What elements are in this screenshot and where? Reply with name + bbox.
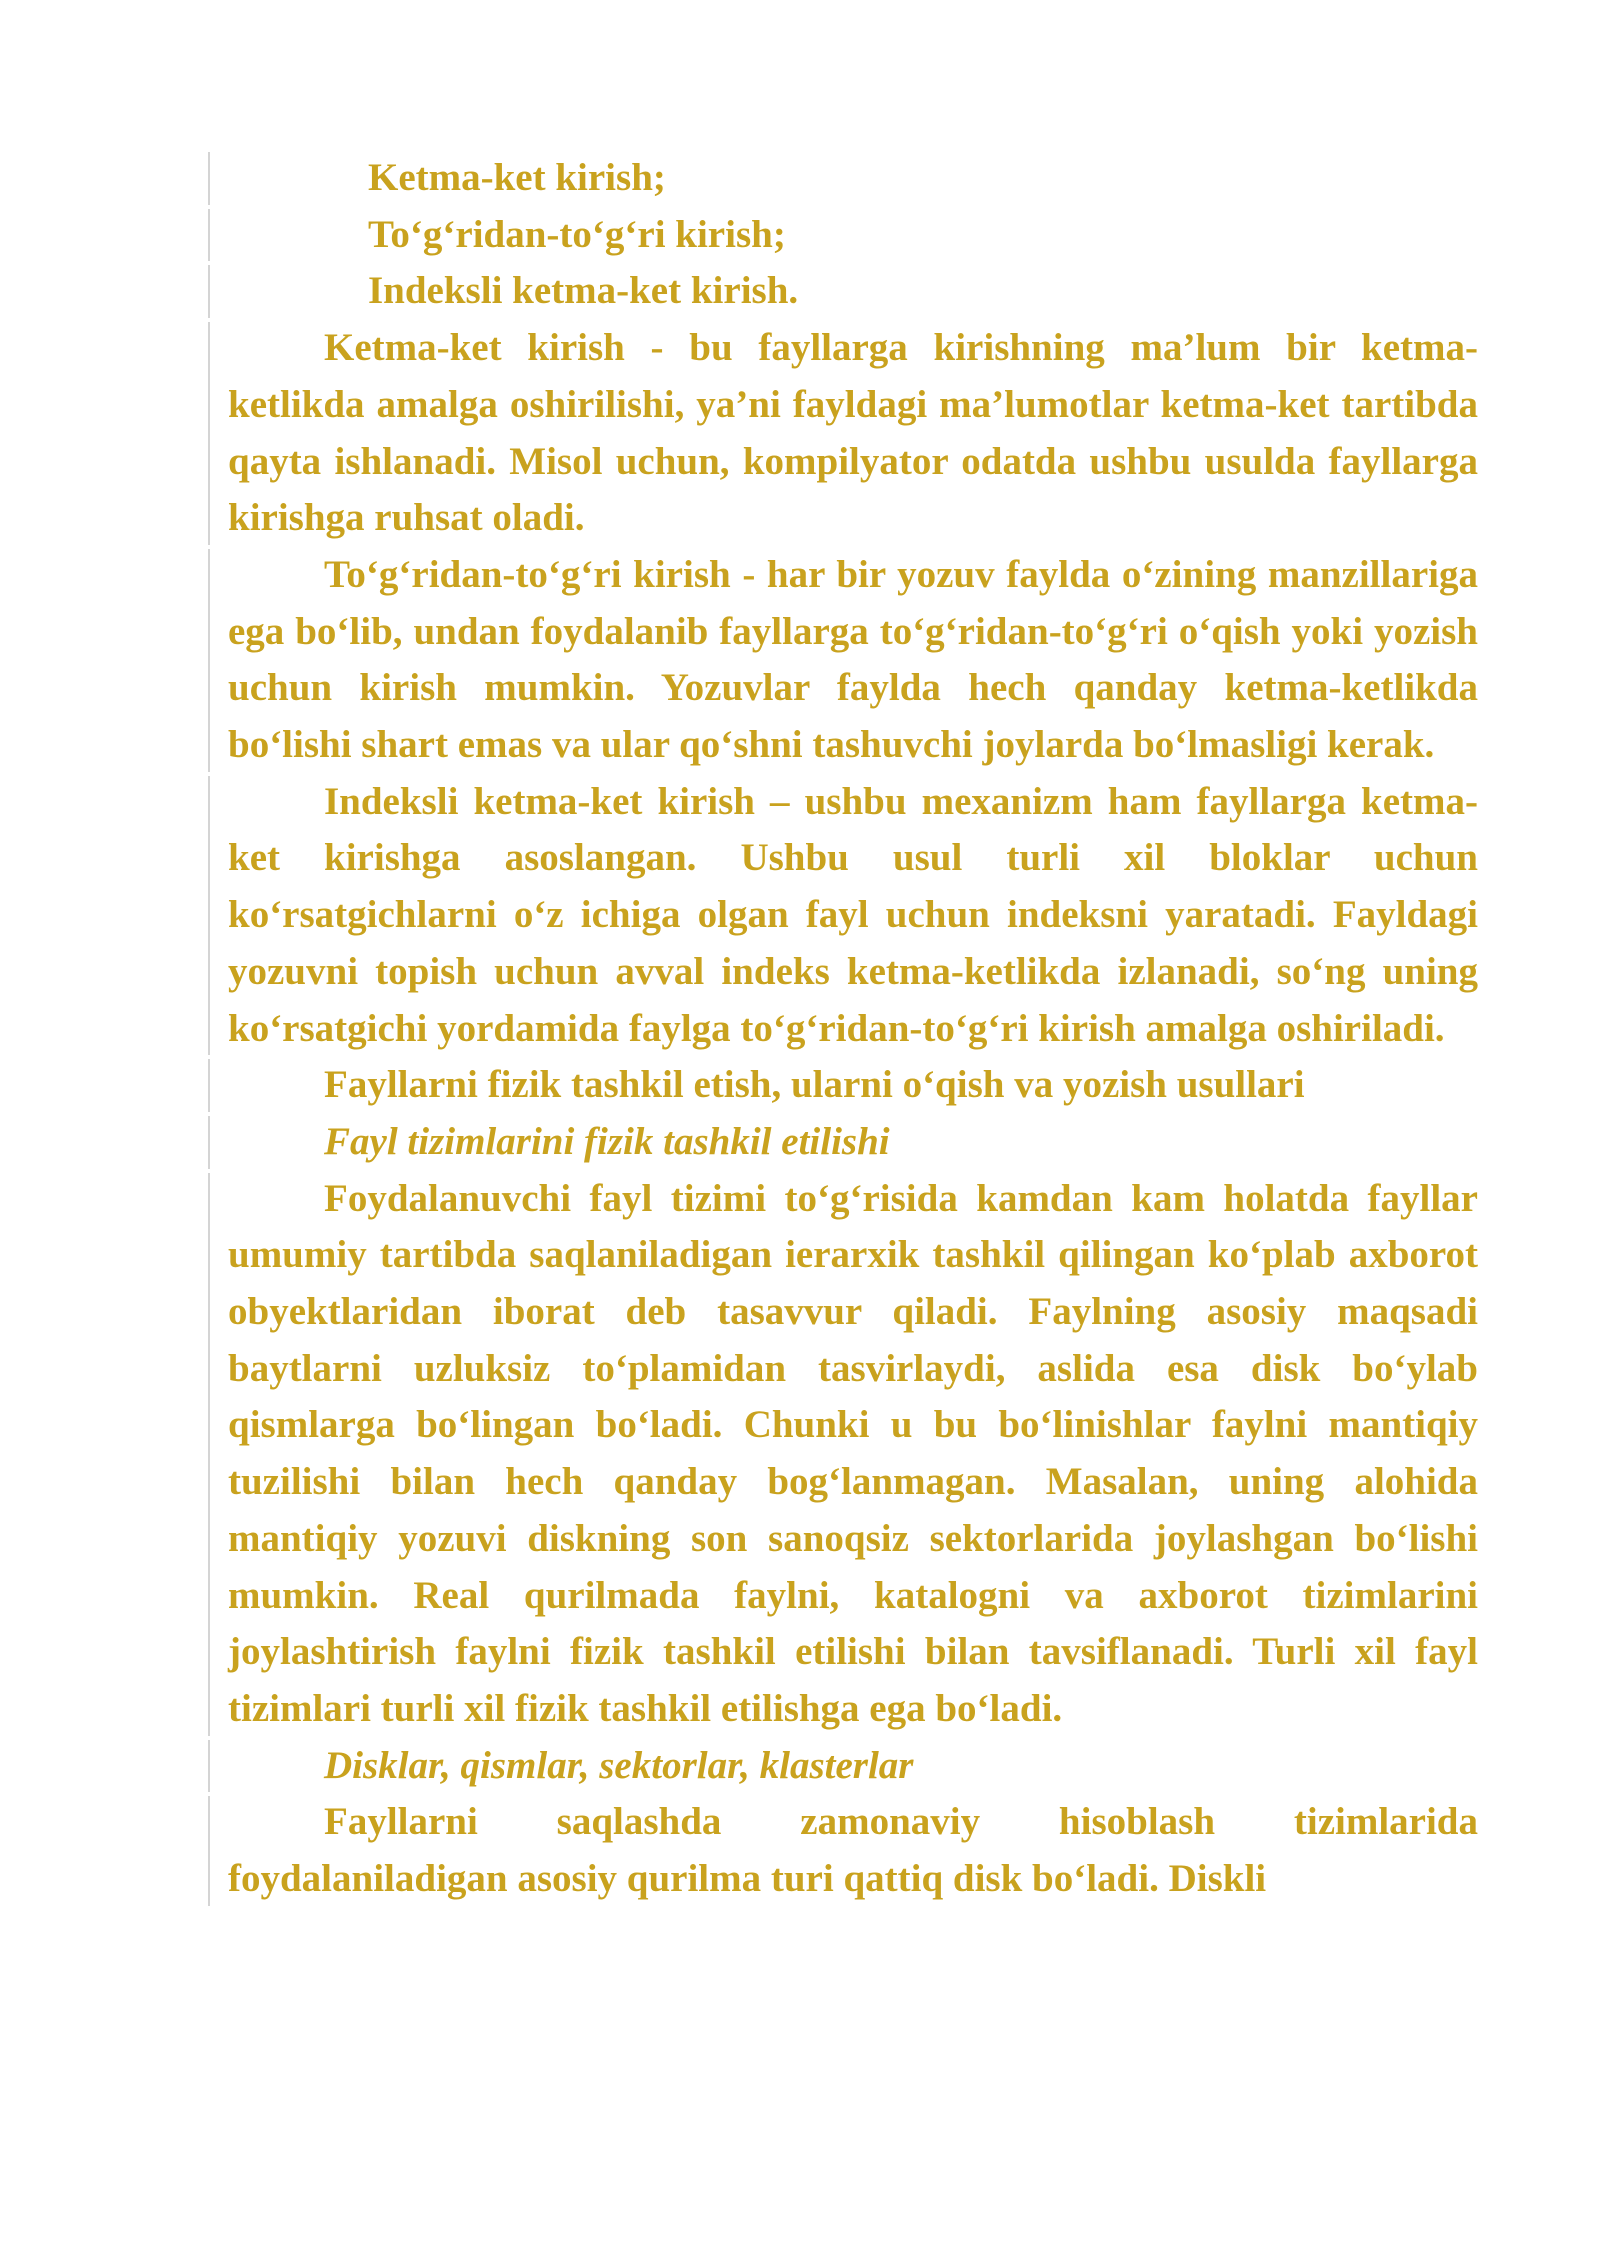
- list-item-sequential-access: Ketma-ket kirish;: [228, 150, 1478, 207]
- subheading-disks-partitions: Disklar, qismlar, sektorlar, klasterlar: [228, 1738, 1478, 1795]
- paragraph-indexed-sequential-access: Indeksli ketma-ket kirish – ushbu mexanizm ham fayllarga ketma-ket kirishga asoslangan. Ushbu usul turli xil bloklar uchun ko‘rsatgichlarni o‘z ichiga olgan fayl uchun indeksni yaratadi. Fayldagi yozuvni topish uchun avval indeks ketma-ketlikda izlanadi, so‘ng uning ko‘rsatgichi yordamida faylga to‘g‘ridan-to‘g‘ri kirish amalga oshiriladi.: [228, 774, 1478, 1058]
- paragraph-direct-access: To‘g‘ridan-to‘g‘ri kirish - har bir yozuv faylda o‘zining manzillariga ega bo‘lib, undan foydalanib fayllarga to‘g‘ridan-to‘g‘ri o‘qish yoki yozish uchun kirish mumkin. Yozuvlar faylda hech qanday ketma-ketlikda bo‘lishi shart emas va ular qo‘shni tashuvchi joylarda bo‘lmasligi kerak.: [228, 547, 1478, 774]
- paragraph-hard-disk: Fayllarni saqlashda zamonaviy hisoblash tizimlarida foydalaniladigan asosiy qurilma turi qattiq disk bo‘ladi. Diskli: [228, 1794, 1478, 1907]
- subheading-file-system-physical-organization: Fayl tizimlarini fizik tashkil etilishi: [228, 1114, 1478, 1171]
- list-item-indexed-sequential-access: Indeksli ketma-ket kirish.: [228, 263, 1478, 320]
- document-body: [228, 150, 1478, 1908]
- section-heading-physical-organization: Fayllarni fizik tashkil etish, ularni o‘qish va yozish usullari: [228, 1057, 1478, 1114]
- paragraph-sequential-access: Ketma-ket kirish - bu fayllarga kirishning ma’lum bir ketma-ketlikda amalga oshirilishi, ya’ni fayldagi ma’lumotlar ketma-ket tartibda qayta ishlanadi. Misol uchun, kompilyator odatda ushbu usulda fayllarga kirishga ruhsat oladi.: [228, 320, 1478, 547]
- paragraph-file-system-overview: Foydalanuvchi fayl tizimi to‘g‘risida kamdan kam holatda fayllar umumiy tartibda saqlaniladigan ierarxik tashkil qilingan ko‘plab axborot obyektlaridan iborat deb tasavvur qiladi. Faylning asosiy maqsadi baytlarni uzluksiz to‘plamidan tasvirlaydi, aslida esa disk bo‘ylab qismlarga bo‘lingan bo‘ladi. Chunki u bu bo‘linishlar faylni mantiqiy tuzilishi bilan hech qanday bog‘lanmagan. Masalan, uning alohida mantiqiy yozuvi diskning son sanoqsiz sektorlarida joylashgan bo‘lishi mumkin. Real qurilmada faylni, katalogni va axborot tizimlarini joylashtirish faylni fizik tashkil etilishi bilan tavsiflanadi. Turli xil fayl tizimlari turli xil fizik tashkil etilishga ega bo‘ladi.: [228, 1171, 1478, 1738]
- list-item-direct-access: To‘g‘ridan-to‘g‘ri kirish;: [228, 207, 1478, 264]
